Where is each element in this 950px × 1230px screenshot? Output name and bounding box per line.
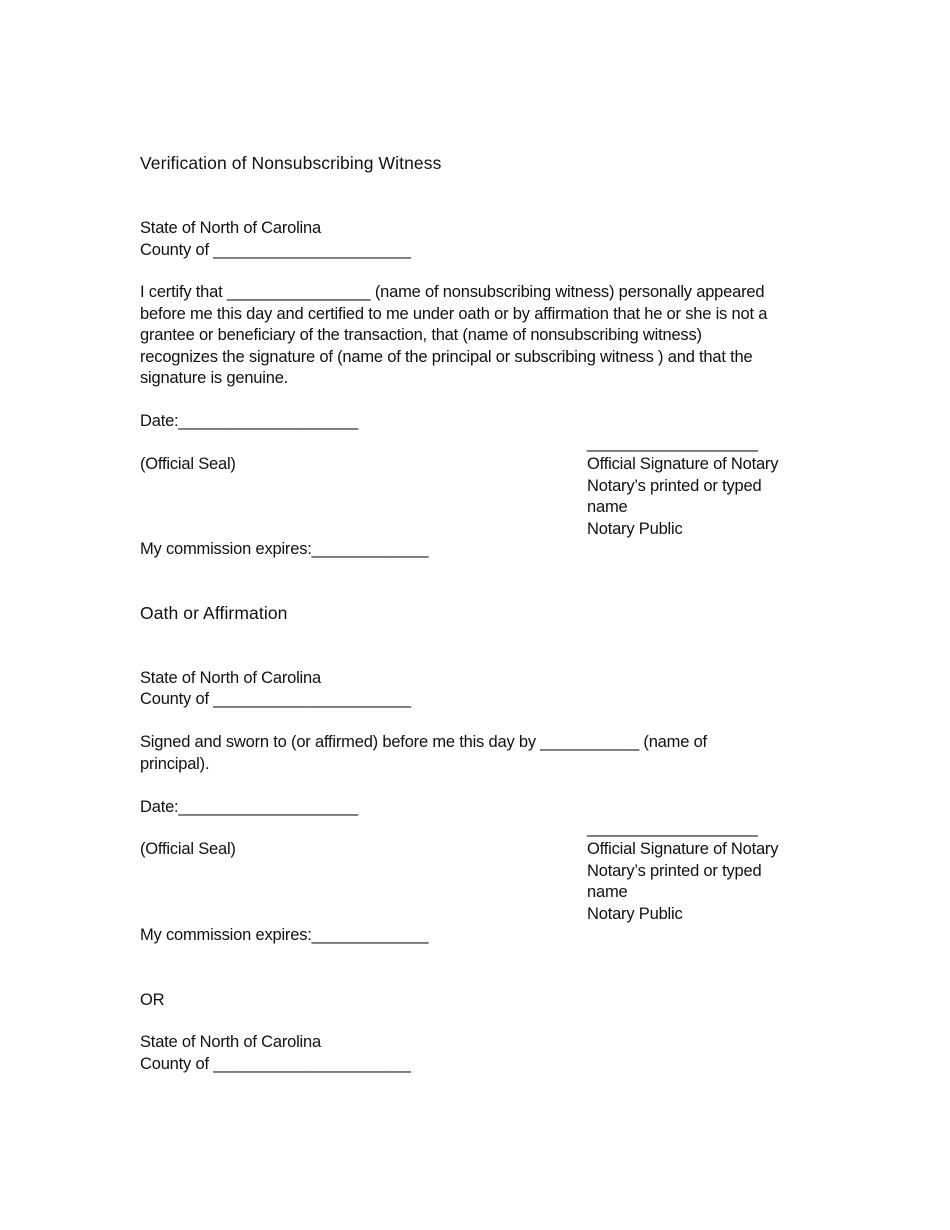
paragraph-line: principal).	[140, 754, 210, 773]
paragraph-line: Signed and sworn to (or affirmed) before me this day by ___________ (name of	[140, 733, 707, 751]
notary-line: name	[587, 883, 628, 902]
date-line: Date:____________________	[140, 412, 358, 430]
date-line: Date:____________________	[140, 798, 358, 816]
certification-paragraph	[140, 282, 810, 390]
notary-line: Official Signature of Notary	[587, 840, 779, 858]
notary-block	[587, 839, 778, 925]
paragraph-line: grantee or beneficiary of the transaction, that (name of nonsubscribing witness)	[140, 326, 702, 345]
paragraph-line: I certify that ________________ (name of nonsubscribing witness) personally appeared	[140, 283, 765, 301]
notary-signature-line: ___________________	[587, 434, 758, 452]
state-line: State of North of Carolina	[140, 1033, 321, 1051]
sworn-paragraph	[140, 732, 810, 775]
notary-line: Notary’s printed or typed	[587, 476, 762, 495]
notary-line: Notary’s printed or typed	[587, 861, 762, 880]
official-seal-label: (Official Seal)	[140, 455, 236, 473]
paragraph-line: before me this day and certified to me under oath or by affirmation that he or she is not a	[140, 304, 768, 323]
notary-signature-line: ___________________	[587, 819, 758, 837]
oath-heading: Oath or Affirmation	[140, 603, 288, 623]
notary-line: Official Signature of Notary	[587, 455, 779, 473]
notary-line: Notary Public	[587, 904, 683, 923]
paragraph-line: recognizes the signature of (name of the principal or subscribing witness ) and that the	[140, 347, 753, 366]
commission-expires-line: My commission expires:_____________	[140, 540, 429, 558]
paragraph-line: signature is genuine.	[140, 369, 289, 388]
county-line: County of ______________________	[140, 241, 411, 259]
notary-line: Notary Public	[587, 519, 683, 538]
document-title: Verification of Nonsubscribing Witness	[140, 153, 442, 173]
notary-line: name	[587, 498, 628, 517]
or-heading: OR	[140, 991, 165, 1009]
commission-expires-line: My commission expires:_____________	[140, 926, 429, 944]
official-seal-label: (Official Seal)	[140, 840, 236, 858]
state-line: State of North of Carolina	[140, 219, 321, 237]
notary-block	[587, 454, 778, 540]
county-line: County of ______________________	[140, 1055, 411, 1073]
state-line: State of North of Carolina	[140, 669, 321, 687]
county-line: County of ______________________	[140, 690, 411, 708]
